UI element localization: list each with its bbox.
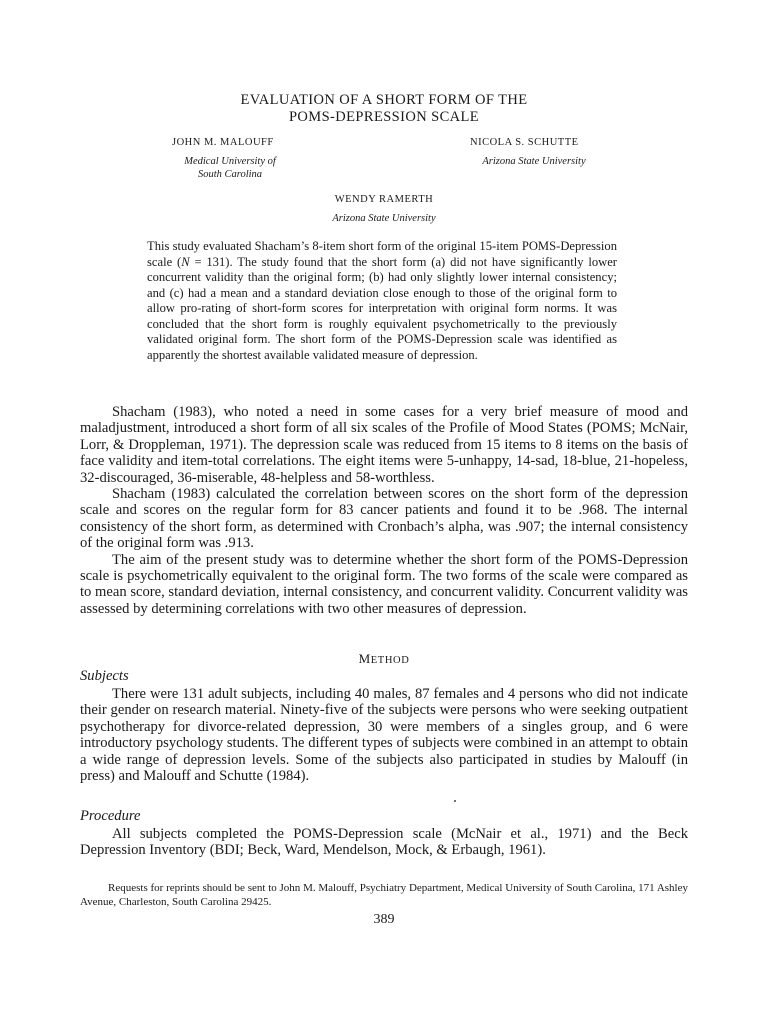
author-name-schutte: NICOLA S. SCHUTTE <box>470 137 579 148</box>
abstract-text <box>147 239 617 363</box>
author-name-ramerth: WENDY RAMERTH <box>334 194 434 205</box>
author-affiliation-ramerth: Arizona State University <box>332 213 436 224</box>
intro-paragraph-1: Shacham (1983), who noted a need in some cases for a very brief measure of mood and maladjustment, introduced a short form of all six scales of the Profile of Mood States (POMS; McNair, Lorr, & Droppleman, 1971). The depression scale was reduced from 15 items to 8 items on the basis of face validity and item-total correlations. The eight items were 5-unhappy, 14-sad, 18-blue, 21-hopeless, 32-discouraged, 36-miserable, 48-helpless and 58-worthless. <box>80 404 688 486</box>
abstract-part-1: This study evaluated Shacham’s 8-item short form of the original 15-item POMS-Depression scale ( <box>147 239 617 269</box>
method-heading-rest: ETHOD <box>370 655 410 666</box>
author-affiliation-schutte: Arizona State University <box>482 156 586 167</box>
subjects-heading: Subjects <box>80 668 129 684</box>
method-heading <box>0 651 768 667</box>
footnote <box>80 881 688 909</box>
intro-paragraph-3: The aim of the present study was to determine whether the short form of the POMS-Depression scale is psychometrically equivalent to the original form. The two forms of the scale were compared as to mean score, standard deviation, internal consistency, and concurrent validity. Concurrent validity was assessed by determining correlations with two other measures of depression. <box>80 551 688 617</box>
introduction <box>80 404 688 617</box>
method-heading-initial: M <box>358 651 371 666</box>
subjects-section <box>80 686 688 784</box>
procedure-heading: Procedure <box>80 808 141 824</box>
title-line-1: EVALUATION OF A SHORT FORM OF THE <box>240 92 528 108</box>
footnote-text: Requests for reprints should be sent to John M. Malouff, Psychiatry Department, Medical University of South Carolina, 171 Ashley Avenue, Charleston, South Carolina 29425. <box>80 882 688 908</box>
page-number: 389 <box>373 912 395 927</box>
author-name-malouff: JOHN M. MALOUFF <box>172 137 274 148</box>
article-title <box>0 92 768 126</box>
procedure-section <box>80 826 688 859</box>
author-affiliation-malouff <box>160 155 300 181</box>
title-line-2: POMS-DEPRESSION SCALE <box>288 109 480 125</box>
stray-mark <box>454 800 456 802</box>
affiliation-line: South Carolina <box>197 169 263 180</box>
abstract-n-symbol: N <box>181 254 190 269</box>
abstract-part-2: = 131). The study found that the short form (a) did not have significantly lower concurrent validity than the original form; (b) had only slightly lower internal consistency; and (c) had a mean and a standard deviation close enough to those of the original form to allow pro-rating of short-form scores for interpretation with original form norms. It was concluded that the short form is roughly equivalent psychometrically to the previously validated original form. The short form of the POMS-Depression scale was identified as apparently the shortest available validated measure of depression. <box>147 254 617 362</box>
intro-paragraph-2: Shacham (1983) calculated the correlation between scores on the short form of the depression scale and scores on the regular form for 83 cancer patients and found it to be .968. The internal consistency of the short form, as determined with Cronbach’s alpha, was .907; the internal consistency of the original form was .913. <box>80 486 688 552</box>
procedure-paragraph: All subjects completed the POMS-Depression scale (McNair et al., 1971) and the Beck Depression Inventory (BDI; Beck, Ward, Mendelson, Mock, & Erbaugh, 1961). <box>80 826 688 859</box>
subjects-paragraph: There were 131 adult subjects, including 40 males, 87 females and 4 persons who did not indicate their gender on research material. Ninety-five of the subjects were persons who were seeking outpatient psychotherapy for divorce-related depression, 30 were members of a singles group, and 6 were introductory psychology students. The different types of subjects were combined in an attempt to obtain a wide range of depression levels. Some of the subjects also participated in studies by Malouff (in press) and Malouff and Schutte (1984). <box>80 686 688 785</box>
affiliation-line: Medical University of <box>184 156 276 167</box>
abstract <box>147 239 617 363</box>
